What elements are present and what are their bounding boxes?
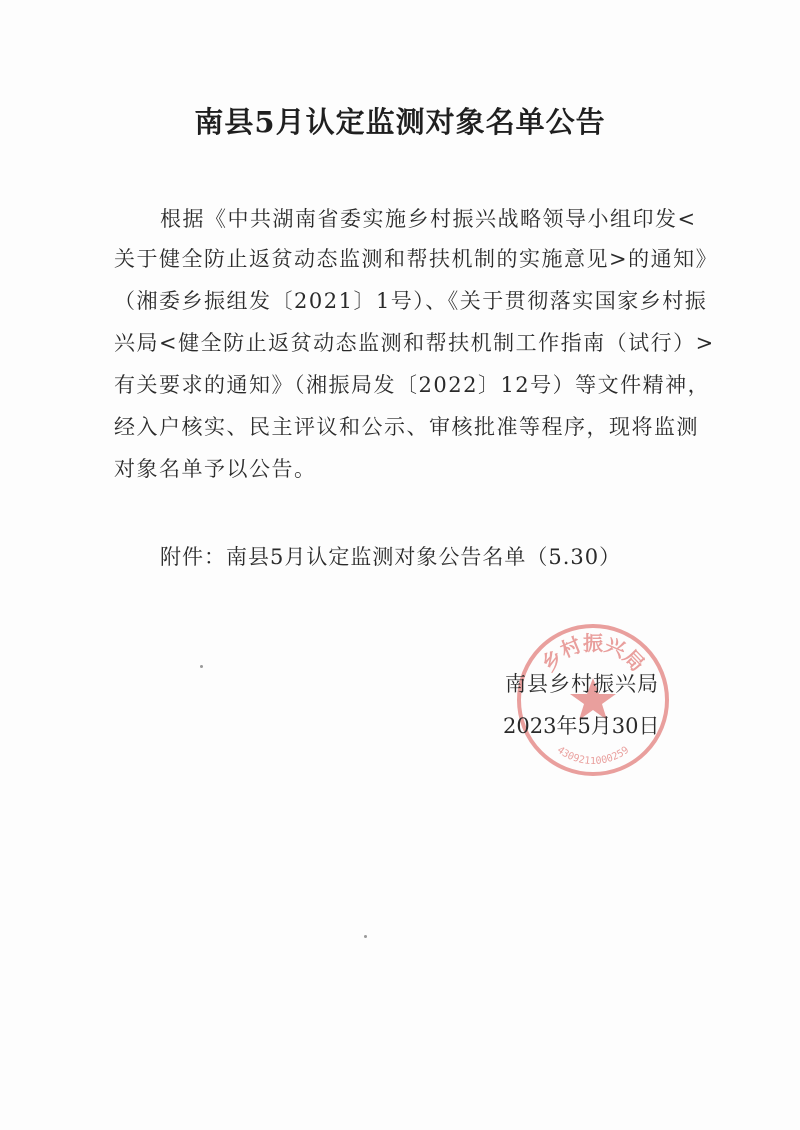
seal-code: 4309211000259 — [554, 744, 632, 767]
body-line-1: 根据《中共湖南省委实施乡村振兴战略领导小组印发< — [160, 207, 697, 231]
body-line-5: 有关要求的通知》（湘振局发〔2022〕12号）等文件精神， — [114, 373, 711, 397]
body-line-4: 兴局<健全防止返贫动态监测和帮扶机制工作指南（试行）> — [114, 331, 715, 355]
scan-speck — [200, 665, 203, 668]
svg-text:4309211000259 — [555, 745, 631, 767]
seal-text: 乡村振兴局 — [536, 631, 650, 676]
issue-date: 2023年5月30日 — [503, 714, 660, 738]
document-title: 南县5月认定监测对象名单公告 — [194, 105, 606, 139]
body-line-6: 经入户核实、民主评议和公示、审核批准等程序，现将监测 — [114, 415, 699, 439]
attachment-line: 附件：南县5月认定监测对象公告名单（5.30） — [160, 545, 622, 569]
body-line-3: （湘委乡振组发〔2021〕1号）、《关于贯彻落实国家乡村振 — [114, 289, 708, 313]
body-line-2: 关于健全防止返贫动态监测和帮扶机制的实施意见>的通知》 — [114, 247, 719, 271]
official-seal-stamp — [513, 620, 673, 780]
body-line-7: 对象名单予以公告。 — [114, 457, 317, 481]
issuing-authority: 南县乡村振兴局 — [505, 672, 659, 696]
scan-speck — [364, 935, 367, 938]
